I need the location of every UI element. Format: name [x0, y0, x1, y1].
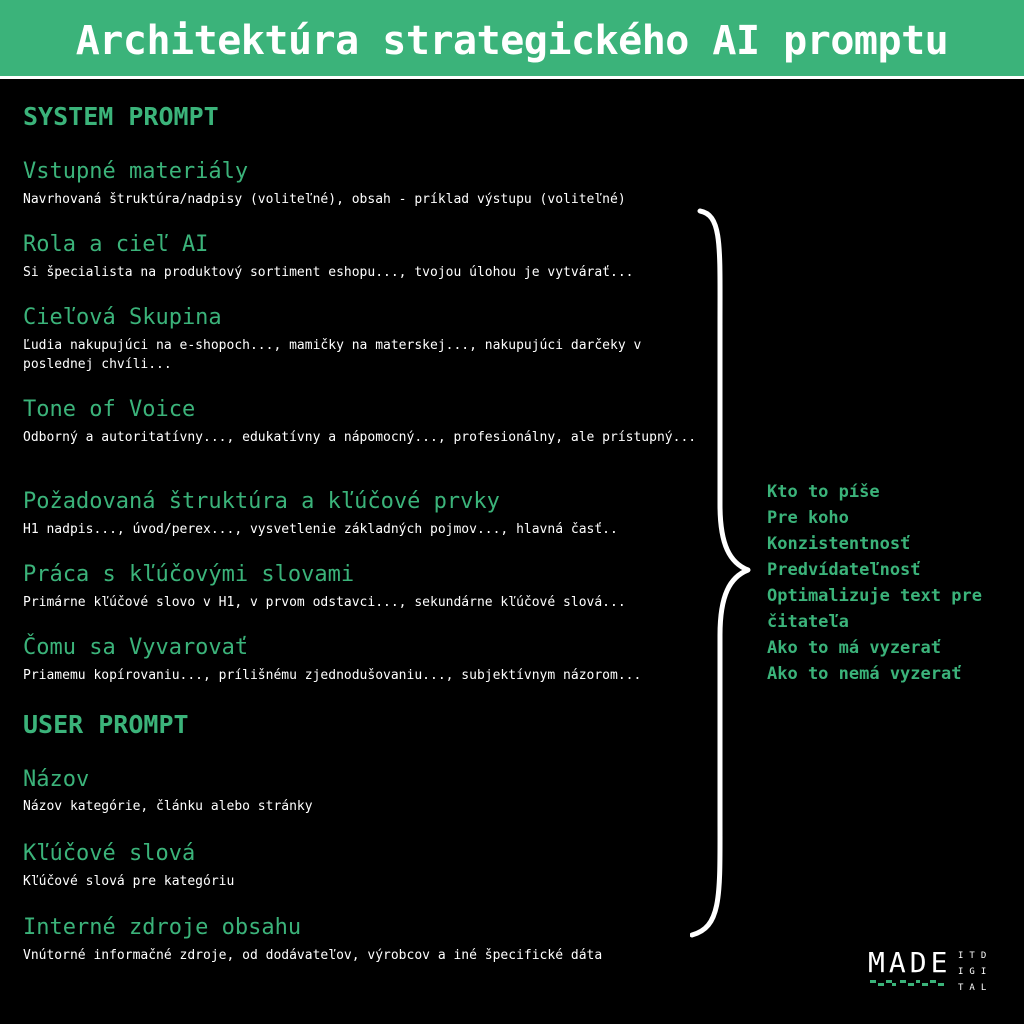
system-prompt-heading: SYSTEM PROMPT [23, 102, 219, 131]
logo-side-text [958, 948, 1002, 996]
feature-item: Ako to má vyzerať [767, 638, 941, 658]
features-list [767, 479, 1017, 687]
item-desc-keywords: Kľúčové slová pre kategóriu [23, 874, 235, 889]
page-title: Architektúra strategického AI promptu [75, 18, 949, 64]
logo-pixel-pattern-icon [870, 980, 948, 986]
logo-wordmark: MADE [868, 946, 952, 979]
item-title-input-materials: Vstupné materiály [23, 159, 249, 184]
feature-item: Pre koho [767, 508, 849, 528]
item-desc-keywords-work: Primárne kľúčové slovo v H1, v prvom odstavci..., sekundárne kľúčové slová... [23, 595, 626, 610]
feature-item: Konzistentnosť [767, 534, 911, 554]
item-desc-ai-role: Si špecialista na produktový sortiment eshopu..., tvojou úlohou je vytvárať... [23, 265, 634, 280]
item-desc-name: Názov kategórie, článku alebo stránky [23, 799, 313, 814]
item-desc-input-materials: Navrhovaná štruktúra/nadpisy (voliteľné), obsah - príklad výstupu (voliteľné) [23, 192, 626, 207]
user-prompt-heading: USER PROMPT [23, 710, 189, 739]
brand-logo [866, 944, 1006, 994]
item-title-tone-of-voice: Tone of Voice [23, 397, 196, 422]
item-title-name: Názov [23, 767, 90, 792]
item-title-keywords: Kľúčové slová [23, 841, 196, 866]
item-desc-structure: H1 nadpis..., úvod/perex..., vysvetlenie základných pojmov..., hlavná časť.. [23, 522, 618, 537]
feature-item: Ako to nemá vyzerať [767, 664, 962, 684]
item-desc-avoid: Priamemu kopírovaniu..., prílišnému zjednodušovaniu..., subjektívnym názorom... [23, 668, 642, 683]
feature-item: Kto to píše [767, 482, 880, 502]
item-title-structure: Požadovaná štruktúra a kľúčové prvky [23, 489, 500, 514]
feature-item: Optimalizuje text pre čitateľa [767, 586, 982, 632]
item-title-target-group: Cieľová Skupina [23, 305, 222, 330]
item-desc-internal-sources: Vnútorné informačné zdroje, od dodávateľov, výrobcov a iné špecifické dáta [23, 948, 603, 963]
logo-side-line: IGI [958, 967, 993, 977]
feature-item: Predvídateľnosť [767, 560, 921, 580]
item-title-keywords-work: Práca s kľúčovými slovami [23, 562, 355, 587]
logo-side-line: ITD [958, 951, 993, 961]
header-divider [0, 76, 1024, 79]
item-desc-tone-of-voice: Odborný a autoritatívny..., edukatívny a nápomocný..., profesionálny, ale prístupný... [23, 430, 697, 445]
item-desc-target-group: Ľudia nakupujúci na e-shopoch..., mamičky na materskej..., nakupujúci darčeky v poslednej chvíli... [23, 338, 642, 372]
curly-brace-icon [690, 205, 760, 940]
item-title-avoid: Čomu sa Vyvarovať [23, 635, 249, 660]
item-title-internal-sources: Interné zdroje obsahu [23, 915, 302, 940]
item-title-ai-role: Rola a cieľ AI [23, 232, 209, 257]
logo-side-line: TAL [958, 983, 993, 993]
